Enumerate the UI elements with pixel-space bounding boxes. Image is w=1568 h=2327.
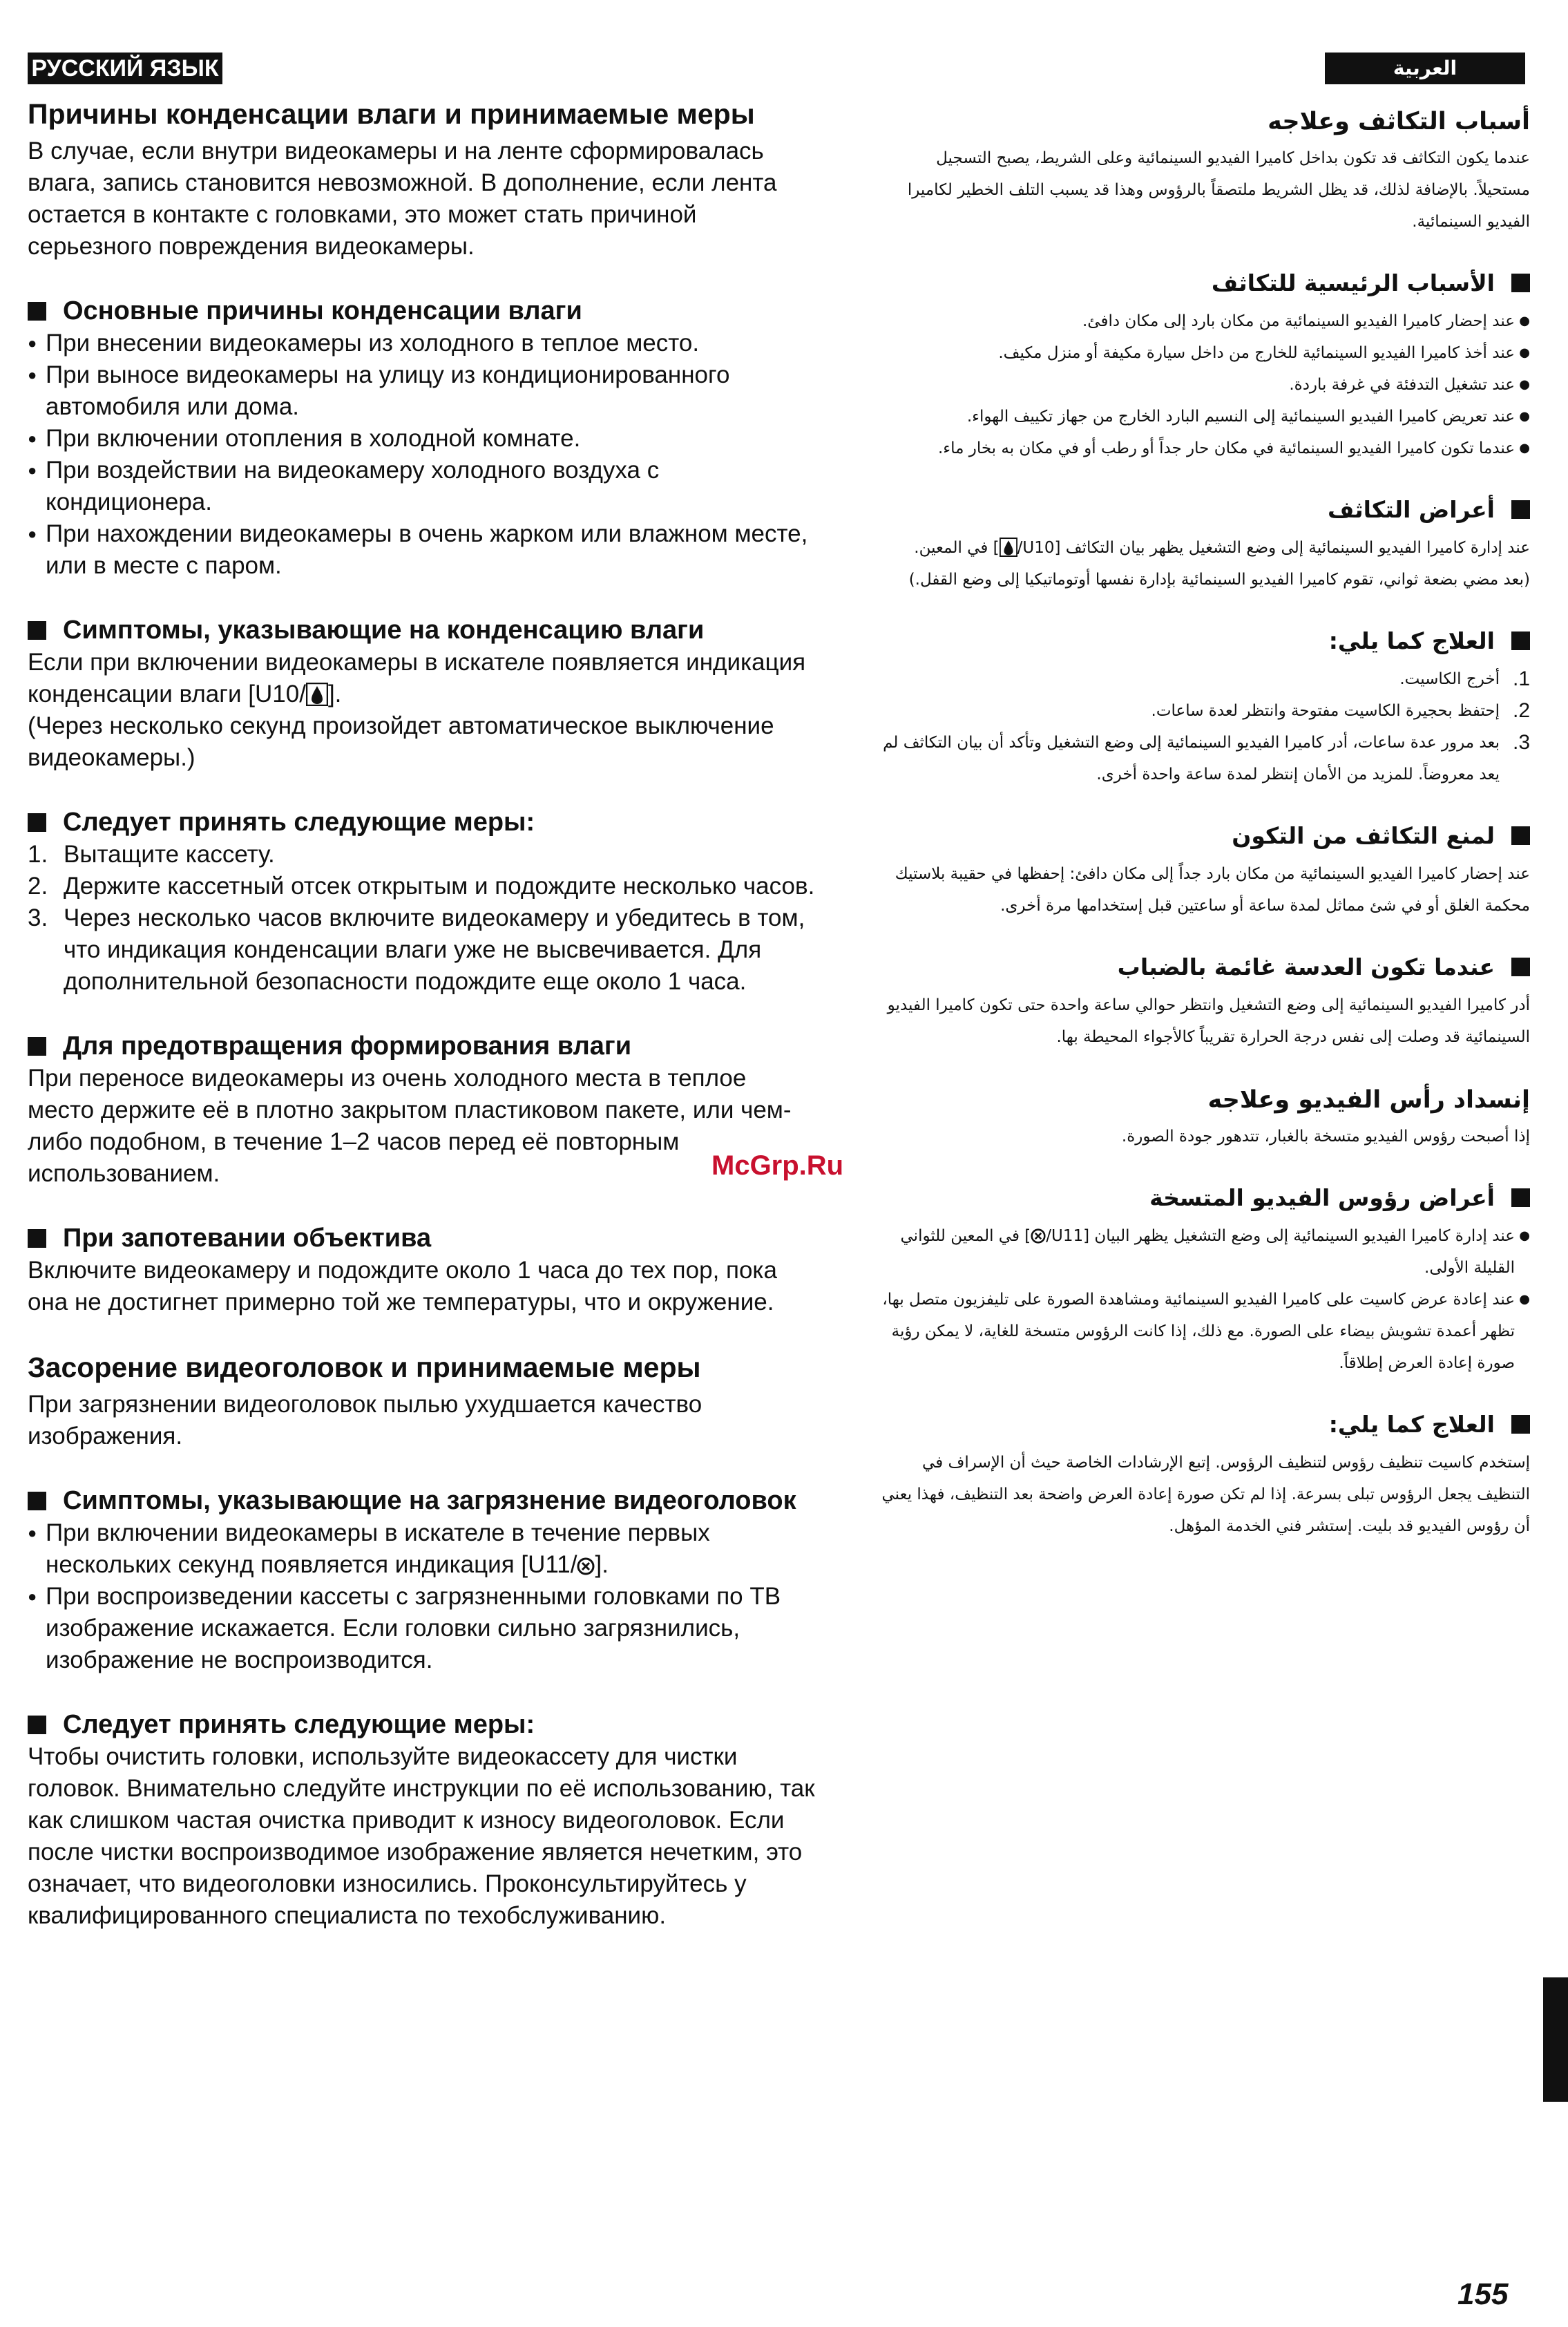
ar-symptoms-note: (بعد مضي بضعة ثواني، تقوم كاميرا الفيديو السينمائية بإدارة نفسها أوتوماتيكيا إلى وضع القفل.): [908, 571, 1530, 589]
numbered-step: 2. إحتفظ بحجيرة الكاسيت مفتوحة وانتظر لعدة ساعات.: [1151, 699, 1530, 722]
list-item: ● عند أخذ كاميرا الفيديو السينمائية للخارج من داخل سيارة مكيفة أو منزل مكيف.: [877, 337, 1530, 369]
list-item: ● عند تعريض كاميرا الفيديو السينمائية إلى النسيم البارد الخارج من جهاز تكييف الهواء.: [877, 401, 1530, 433]
square-bullet-icon: [28, 1716, 46, 1734]
ar-heading-lens-fog: عندما تكون العدسة غائمة بالضباب: [877, 948, 1530, 987]
list-item: ● عندما تكون كاميرا الفيديو السينمائية في مكان حار جداً أو رطب أو في مكان به بخار ماء.: [877, 433, 1530, 464]
numbered-step: 1. أخرج الكاسيت.: [1399, 667, 1530, 690]
ar-heading-remedy: العلاج كما يلي:: [877, 622, 1530, 661]
ar-heading-causes: الأسباب الرئيسية للتكاثف: [877, 264, 1530, 303]
water-drop-icon: [1000, 538, 1017, 557]
watermark: McGrp.Ru: [711, 1150, 844, 1181]
numbered-step: 3. Через несколько часов включите видеокамеру и убедитесь в том, что индикация конденсации влаги уже не высвечивается. Для дополнительной безопасности подождите еще около 1 часа.: [28, 904, 805, 995]
square-bullet-icon: [1511, 274, 1530, 292]
ru-title-head-clogging: Засорение видеоголовок и принимаемые меры: [28, 1351, 701, 1383]
list-item: ● При выносе видеокамеры на улицу из кондиционированного автомобиля или дома.: [28, 359, 815, 423]
ru-heading-head-remedy: Следует принять следующие меры:: [28, 1708, 815, 1741]
ru-prevention-text: При переносе видеокамеры из очень холодного места в теплое место держите её в плотно закрытом пластиковом пакете, или чем-либо подобном, в течение 1–2 часов перед её повторным использованием.: [28, 1065, 792, 1187]
arabic-column: [877, 97, 1530, 1542]
ru-heading-prevention: Для предотвращения формирования влаги: [28, 1029, 815, 1063]
ru-symptoms-text: Если при включении видеокамеры в искателе появляется индикация конденсации влаги [U10/ ].: [28, 649, 806, 707]
list-item: ● عند إحضار كاميرا الفيديو السينمائية من مكان بارد إلى مكان دافئ.: [877, 305, 1530, 337]
square-bullet-icon: [28, 1492, 46, 1510]
ar-symptoms-text: عند إدارة كاميرا الفيديو السينمائية إلى وضع التشغيل يظهر بيان التكاثف [U10/] في المعين.: [914, 539, 1530, 557]
list-item: ● При воздействии на видеокамеру холодного воздуха с кондиционера.: [28, 455, 815, 518]
ar-heading-dirty-heads: أعراض رؤوس الفيديو المتسخة: [877, 1179, 1530, 1217]
ru-heading-measures: Следует принять следующие меры:: [28, 806, 815, 839]
square-bullet-icon: [1511, 1188, 1530, 1207]
square-bullet-icon: [1511, 631, 1530, 650]
ar-heading-head-remedy: العلاج كما يلي:: [877, 1405, 1530, 1444]
ru-heading-dirty-heads: Симптомы, указывающие на загрязнение видеоголовок: [28, 1484, 815, 1517]
list-item: ● عند إعادة عرض كاسيت على كاميرا الفيديو السينمائية ومشاهدة الصورة على تليفزيون متصل بها، تظهر أعمدة تشويش بيضاء على الصورة. مع ذلك، إذا كانت الرؤوس متسخة للغاية، لا يمكن رؤية صورة إعادة العرض إطلاقاً.: [877, 1284, 1530, 1379]
russian-column: [28, 97, 815, 1932]
ar-heading-prevention: لمنع التكاثف من التكون: [877, 817, 1530, 855]
list-item: ● При включении отопления в холодной комнате.: [28, 423, 815, 455]
ar-title-condensation: أسباب التكاثف وعلاجه: [1268, 108, 1530, 135]
square-bullet-icon: [1511, 500, 1530, 519]
list-item: ● При внесении видеокамеры из холодного в теплое место.: [28, 327, 815, 359]
ar-head-remedy-text: إستخدم كاسيت تنظيف رؤوس لتنظيف الرؤوس. إتبع الإرشادات الخاصة حيث أن الإسراف في التنظيف يجعل الرؤوس تبلى بسرعة. إذا لم تكن صورة إعادة العرض واضحة بعد التنظيف، فهذا يعني أن رؤوس الفيديو قد بليت. إستشر فني الخدمة المؤهل.: [881, 1454, 1530, 1535]
square-bullet-icon: [1511, 826, 1530, 845]
square-bullet-icon: [1511, 1415, 1530, 1434]
numbered-step: 2. Держите кассетный отсек открытым и подождите несколько часов.: [28, 873, 815, 900]
square-bullet-icon: [28, 813, 46, 832]
language-tab-russian: РУССКИЙ ЯЗЫК: [28, 53, 222, 84]
list-item: ● При нахождении видеокамеры в очень жарком или влажном месте, или в месте с паром.: [28, 518, 815, 582]
ru-head-remedy-text: Чтобы очистить головки, используйте видеокассету для чистки головок. Внимательно следуйте инструкции по её использованию, так как слишком частая очистка приводит к износу видеоголовок. Если после чистки воспроизводимое изображение является нечетким, это означает, что видеоголовки износились. Проконсультируйтесь у квалифицированного специалиста по техобслуживанию.: [28, 1743, 815, 1929]
ru-symptoms-note: (Через несколько секунд произойдет автоматическое выключение видеокамеры.): [28, 712, 774, 771]
square-bullet-icon: [28, 621, 46, 640]
list-item: ● При воспроизведении кассеты с загрязненными головками по ТВ изображение искажается. Если головки сильно загрязнились, изображение не воспроизводится.: [28, 1581, 815, 1676]
ar-intro-head-clogging: إذا أصبحت رؤوس الفيديو متسخة بالغبار، تتدهور جودة الصورة.: [1121, 1128, 1530, 1146]
square-bullet-icon: [1511, 958, 1530, 976]
ru-heading-causes: Основные причины конденсации влаги: [28, 294, 815, 327]
ru-intro-condensation: В случае, если внутри видеокамеры и на ленте сформировалась влага, запись становится невозможной. В дополнение, если лента остается в контакте с головками, это может стать причиной серьезного повреждения видеокамеры.: [28, 137, 777, 260]
ru-title-condensation: Причины конденсации влаги и принимаемые меры: [28, 98, 755, 130]
ar-heading-symptoms: أعراض التكاثف: [877, 491, 1530, 529]
ru-intro-head-clogging: При загрязнении видеоголовок пылью ухудшается качество изображения.: [28, 1391, 702, 1450]
list-item: ● عند تشغيل التدفئة في غرفة باردة.: [877, 369, 1530, 401]
section-edge-marker: [1543, 1977, 1568, 2102]
ar-lens-fog-text: أدر كاميرا الفيديو السينمائية إلى وضع التشغيل وانتظر حوالي ساعة واحدة حتى تكون كاميرا الفيديو السينمائية قد وصلت إلى نفس درجة الحرارة تقريباً كالأجواء المحيطة بها.: [887, 996, 1530, 1046]
square-bullet-icon: [28, 1037, 46, 1056]
list-item: ● При включении видеокамеры в искателе в течение первых нескольких секунд появляется индикация [U11/ ].: [28, 1517, 815, 1581]
water-drop-icon: [306, 683, 328, 706]
ar-intro-condensation: عندما يكون التكاثف قد تكون بداخل كاميرا الفيديو السينمائية وعلى الشريط، يصبح التسجيل مستحيلاً. بالإضافة لذلك، قد يظل الشريط ملتصقاً بالرؤوس وهذا قد يسبب التلف الخطير لكاميرا الفيديو السينمائية.: [907, 149, 1530, 231]
ru-heading-symptoms: Симптомы, указывающие на конденсацию влаги: [28, 614, 815, 647]
numbered-step: 1. Вытащите кассету.: [28, 841, 275, 868]
ru-lens-fog-text: Включите видеокамеру и подождите около 1 часа до тех пор, пока она не достигнет примерно той же температуры, что и окружение.: [28, 1257, 777, 1316]
numbered-step: 3. بعد مرور عدة ساعات، أدر كاميرا الفيديو السينمائية إلى وضع التشغيل وتأكد أن بيان التكاثف لم يعد معروضاً. للمزيد من الأمان إنتظر لمدة ساعة واحدة أخرى.: [883, 731, 1530, 783]
ru-heading-lens-fog: При запотевании объектива: [28, 1222, 815, 1255]
dirty-head-icon: [1031, 1228, 1046, 1244]
square-bullet-icon: [28, 302, 46, 321]
dirty-head-icon: [577, 1557, 595, 1575]
list-item: ● عند إدارة كاميرا الفيديو السينمائية إلى وضع التشغيل يظهر البيان [U11/] في المعين للثواني القليلة الأولى.: [877, 1220, 1530, 1284]
language-tab-arabic: العربية: [1325, 53, 1525, 84]
page-number: 155: [1457, 2277, 1509, 2311]
ar-prevention-text: عند إحضار كاميرا الفيديو السينمائية من مكان بارد جداً إلى مكان دافئ: إحفظها في حقيبة بلاستيك محكمة الغلق أو في شئ مماثل لمدة ساعة أو ساعتين قبل إستخدامها مرة أخرى.: [895, 865, 1530, 915]
ar-title-head-clogging: إنسداد رأس الفيديو وعلاجه: [1207, 1086, 1530, 1114]
square-bullet-icon: [28, 1229, 46, 1248]
